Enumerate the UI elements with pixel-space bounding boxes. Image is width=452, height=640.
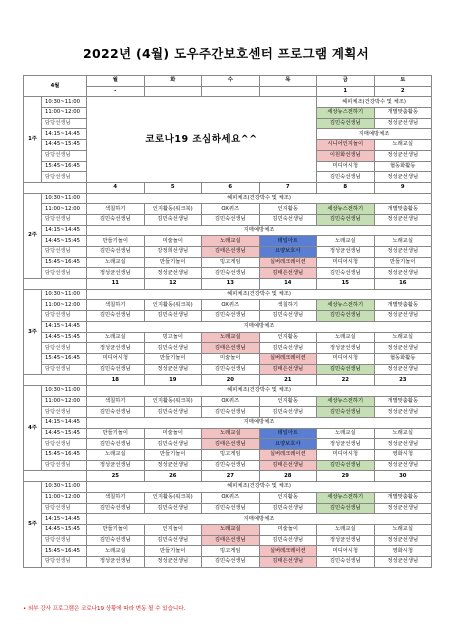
time-slot: 11:00~12:00 [42,108,87,119]
teacher-cell: 김민숙선생님 [202,268,260,279]
month-label: 4월 [24,76,87,97]
time-slot: 15:45~16:45 [42,353,87,364]
date-cell [202,86,260,97]
teacher-cell: 김태은선생님 [259,460,317,471]
activity-cell: 인지활동 [259,332,317,343]
schedule-row [24,514,432,525]
teacher-cell: 김민숙선생님 [317,556,375,567]
activity-cell: 색칠하기 [87,492,145,503]
date-cell: 13 [202,279,260,290]
teacher-cell: 김민숙선생님 [259,535,317,546]
day-header: 화 [144,76,202,87]
teacher-cell: 김민숙선생님 [144,535,202,546]
date-cell: 25 [87,471,145,482]
teacher-cell: 정성균선생님 [374,503,432,514]
schedule-row [24,482,432,493]
date-cell: 23 [374,375,432,386]
time-slot: 10:30~11:00 [42,193,87,204]
schedule-row [24,492,432,503]
teacher-cell: 김민숙선생님 [87,535,145,546]
activity-cell: OX퀴즈 [202,396,260,407]
date-cell: 9 [374,182,432,193]
teacher-cell: 김민숙선생님 [317,268,375,279]
activity-cell: 색칠하기 [87,396,145,407]
activity-cell: 노래교실 [374,524,432,535]
teacher-row-label: 담당선생님 [42,343,87,354]
teacher-row-label: 담당선생님 [42,311,87,322]
time-slot: 14:45~15:45 [42,524,87,535]
activity-cell: 만들기놀이 [87,428,145,439]
teacher-cell: 김민숙선생님 [87,364,145,375]
teacher-cell: 김민숙선생님 [202,364,260,375]
schedule-row [24,343,432,354]
schedule-row [24,289,432,300]
date-cell: 21 [259,375,317,386]
activity-cell: 노래교실 [202,236,260,247]
merged-activity: 헤피체조(건강박수 및 체조) [87,482,432,493]
teacher-cell: 김민숙선생님 [202,460,260,471]
activity-cell: 빙고놀이 [144,332,202,343]
activity-cell: 테일아트 [259,428,317,439]
teacher-cell: 김태은선생님 [259,364,317,375]
time-slot: 10:30~11:00 [42,97,87,108]
activity-cell: 미술놀이 [202,353,260,364]
teacher-cell: 정성균선생님 [374,343,432,354]
date-cell: 8 [317,182,375,193]
schedule-row [24,460,432,471]
schedule-row [24,396,432,407]
teacher-cell: 김민숙선생님 [259,311,317,322]
teacher-cell: 김민숙선생님 [202,407,260,418]
day-header: 금 [317,76,375,87]
date-cell: 18 [87,375,145,386]
teacher-cell: 김민숙선생님 [317,364,375,375]
activity-cell: 미디어시청 [87,353,145,364]
activity-cell: 노래교실 [202,332,260,343]
teacher-cell: 정성균선생님 [144,460,202,471]
teacher-cell: 정성균선생님 [87,343,145,354]
schedule-row [24,311,432,322]
teacher-cell: 요양보호사 [259,439,317,450]
schedule-row [24,407,432,418]
activity-cell: 개별맞춤활동 [374,492,432,503]
activity-cell: 미디어시청 [317,353,375,364]
activity-cell: 미술놀이 [144,428,202,439]
date-cell: 19 [144,375,202,386]
date-cell: 7 [259,182,317,193]
activity-cell: 인지활동(워크북) [144,492,202,503]
schedule-row [24,204,432,215]
merged-activity: 헤피체조(건강박수 및 체조) [87,385,432,396]
merged-activity: 지매예방체조 [87,514,432,525]
teacher-cell: 요양보호사 [259,247,317,258]
schedule-row [24,428,432,439]
teacher-row-label: 담당선생님 [42,460,87,471]
time-slot: 11:00~12:00 [42,204,87,215]
time-slot: 14:15~14:45 [42,225,87,236]
schedule-row [24,97,432,108]
schedule-row [24,332,432,343]
activity-cell: 미디어시청 [317,161,375,172]
schedule-row [24,268,432,279]
activity-cell: 색칠하기 [87,300,145,311]
teacher-cell: 김민숙선생님 [202,311,260,322]
teacher-cell: 김민숙선생님 [144,503,202,514]
teacher-cell: 정성균선생님 [317,439,375,450]
teacher-cell: 김민숙선생님 [259,503,317,514]
activity-cell: 빙고게임 [202,546,260,557]
teacher-cell: 김민숙선생님 [317,503,375,514]
time-slot: 10:30~11:00 [42,482,87,493]
date-row-spacer [24,182,87,193]
teacher-cell: 김태은선생님 [202,439,260,450]
teacher-cell: 정성균선생님 [374,311,432,322]
date-cell: 28 [259,471,317,482]
activity-cell: 노래교실 [87,332,145,343]
schedule-row [24,247,432,258]
date-cell [259,86,317,97]
teacher-cell: 김민숙선생님 [87,311,145,322]
teacher-cell: 정성균선생님 [87,460,145,471]
schedule-row [24,524,432,535]
teacher-row-label: 담당선생님 [42,247,87,258]
teacher-cell: 정성균선생님 [374,214,432,225]
date-cell: 16 [374,279,432,290]
activity-cell: 인지활동(워크북) [144,204,202,215]
merged-activity: 지매예방체조 [87,418,432,429]
teacher-cell: 이원화선생님 [317,150,375,161]
activity-cell: 노래교실 [317,428,375,439]
week-label: 3주 [24,289,42,375]
schedule-row [24,364,432,375]
date-cell: 14 [259,279,317,290]
date-cell: 4 [87,182,145,193]
merged-activity: 지매예방체조 [317,129,432,140]
date-cell: 29 [317,471,375,482]
schedule-row [24,321,432,332]
notice-message: 코로나19 조심하세요^^ [87,97,317,183]
time-slot: 15:45~16:45 [42,450,87,461]
teacher-cell: 정성균선생님 [144,556,202,567]
activity-cell: 세상뉴스전하기 [317,396,375,407]
activity-cell: OX퀴즈 [202,204,260,215]
teacher-row-label: 담당선생님 [42,407,87,418]
teacher-cell: 김민숙선생님 [144,343,202,354]
activity-cell: 세상뉴스전하기 [317,108,375,119]
day-header: 수 [202,76,260,87]
day-header: 토 [374,76,432,87]
teacher-cell: 정성균선생님 [374,172,432,183]
teacher-cell: 김민숙선생님 [317,118,375,129]
time-slot: 14:45~15:45 [42,428,87,439]
date-cell: 12 [144,279,202,290]
activity-cell: 만들기놀이 [374,257,432,268]
schedule-row [24,300,432,311]
time-slot: 14:15~14:45 [42,321,87,332]
time-slot: 14:45~15:45 [42,140,87,151]
activity-cell: 실버레크레이션 [259,546,317,557]
teacher-cell: 김민숙선생님 [202,503,260,514]
date-cell [144,86,202,97]
date-cell: 22 [317,375,375,386]
teacher-cell: 정성균선생님 [317,247,375,258]
week-label: 4주 [24,385,42,471]
schedule-row [24,418,432,429]
schedule-row [24,385,432,396]
activity-cell: 만들기놀이 [144,257,202,268]
teacher-cell: 정성균선생님 [374,535,432,546]
teacher-row-label: 담당선생님 [42,172,87,183]
teacher-cell: 김민숙선생님 [259,343,317,354]
activity-cell: 노래교실 [317,524,375,535]
teacher-row-label: 담당선생님 [42,118,87,129]
time-slot: 14:15~14:45 [42,418,87,429]
activity-cell: 인지활동 [259,492,317,503]
date-cell: 5 [144,182,202,193]
teacher-cell: 김민숙선생님 [202,214,260,225]
activity-cell: 미디어시청 [317,257,375,268]
activity-cell: 미술놀이 [144,236,202,247]
merged-activity: 헤피체조(건강박수 및 체조) [87,289,432,300]
schedule-row [24,503,432,514]
schedule-row [24,353,432,364]
activity-cell: 만들기놀이 [144,450,202,461]
activity-cell: 노래교실 [87,257,145,268]
activity-cell: 노래교실 [87,546,145,557]
date-cell: 11 [87,279,145,290]
activity-cell: 노래교실 [374,140,432,151]
activity-cell: 세상뉴스전하기 [317,204,375,215]
teacher-row-label: 담당선생님 [42,150,87,161]
date-row-spacer [24,279,87,290]
teacher-cell: 김태은선생님 [202,343,260,354]
teacher-cell: 정성균선생님 [374,364,432,375]
teacher-cell: 김민숙선생님 [259,214,317,225]
teacher-cell: 정성균선생님 [374,150,432,161]
date-cell: 20 [202,375,260,386]
time-slot: 14:15~14:45 [42,129,87,140]
activity-cell: 노래교실 [374,332,432,343]
activity-cell: 노래교실 [374,236,432,247]
date-cell: 30 [374,471,432,482]
teacher-cell: 김태은선생님 [259,556,317,567]
teacher-cell: 강정희선생님 [144,247,202,258]
schedule-row [24,236,432,247]
activity-cell: 만들기놀이 [144,353,202,364]
teacher-cell: 김민숙선생님 [144,214,202,225]
teacher-cell: 김민숙선생님 [87,407,145,418]
activity-cell: 인지활동 [259,204,317,215]
schedule-row [24,450,432,461]
activity-cell: 빙고게임 [202,257,260,268]
week-label: 5주 [24,482,42,568]
date-cell: - [87,86,145,97]
date-cell: 27 [202,471,260,482]
activity-cell: 시니어인지놀이 [317,140,375,151]
activity-cell: 인지활동 [259,396,317,407]
activity-cell: 테일아트 [259,236,317,247]
date-cell: 2 [374,86,432,97]
time-slot: 11:00~12:00 [42,492,87,503]
time-slot: 15:45~16:45 [42,257,87,268]
date-row-spacer [24,375,87,386]
teacher-cell: 김민숙선생님 [202,556,260,567]
schedule-row [24,225,432,236]
teacher-cell: 정성균선생님 [317,343,375,354]
time-slot: 14:45~15:45 [42,236,87,247]
teacher-row-label: 담당선생님 [42,556,87,567]
teacher-cell: 김민숙선생님 [87,439,145,450]
activity-cell: 영화시청 [374,546,432,557]
activity-cell: 영화시청 [374,450,432,461]
activity-cell: 개별맞춤활동 [374,300,432,311]
schedule-row [24,439,432,450]
footnote: • 외부 강사 프로그램은 코로나19 상황에 따라 변동 될 수 있습니다. [23,606,186,612]
activity-cell: OX퀴즈 [202,300,260,311]
activity-cell: 노래교실 [317,332,375,343]
teacher-row-label: 담당선생님 [42,503,87,514]
activity-cell: 미디어시청 [317,450,375,461]
schedule-row [24,214,432,225]
activity-cell: 실버레크레이션 [259,257,317,268]
time-slot: 11:00~12:00 [42,300,87,311]
week-label: 2주 [24,193,42,279]
activity-cell: 세상뉴스전하기 [317,300,375,311]
activity-cell: 미술놀이 [259,524,317,535]
activity-cell: 인지활동(워크북) [144,300,202,311]
page-title: 2022년 (4월) 도우주간보호센터 프로그램 계획서 [83,46,369,61]
teacher-cell: 김태은선생님 [202,535,260,546]
activity-cell: 색칠하기 [259,300,317,311]
activity-cell: 협동화활동 [374,161,432,172]
date-cell: 6 [202,182,260,193]
schedule-table [23,75,432,568]
teacher-cell: 정성균선생님 [144,268,202,279]
activity-cell: 노래교실 [374,428,432,439]
day-header: 목 [259,76,317,87]
teacher-cell: 김민숙선생님 [317,460,375,471]
time-slot: 14:45~15:45 [42,332,87,343]
teacher-row-label: 담당선생님 [42,214,87,225]
activity-cell: 만들기놀이 [87,524,145,535]
teacher-cell: 정성균선생님 [374,556,432,567]
activity-cell: 색칠하기 [87,204,145,215]
time-slot: 15:45~16:45 [42,161,87,172]
activity-cell: 실버레크레이션 [259,450,317,461]
activity-cell: 개별맞춤활동 [374,204,432,215]
activity-cell: 노래교실 [317,236,375,247]
teacher-cell: 김민숙선생님 [87,214,145,225]
teacher-cell: 김민숙선생님 [144,407,202,418]
activity-cell: 미디어시청 [317,546,375,557]
teacher-row-label: 담당선생님 [42,535,87,546]
date-cell: 15 [317,279,375,290]
time-slot: 11:00~12:00 [42,396,87,407]
teacher-cell: 정성균선생님 [374,118,432,129]
teacher-cell: 김태은선생님 [259,268,317,279]
time-slot: 10:30~11:00 [42,385,87,396]
schedule-row [24,193,432,204]
teacher-cell: 김민숙선생님 [87,503,145,514]
activity-cell: 노래교실 [202,428,260,439]
teacher-cell: 김민숙선생님 [144,439,202,450]
teacher-cell: 김민숙선생님 [317,311,375,322]
activity-cell: 인지놀이 [144,524,202,535]
date-cell: 26 [144,471,202,482]
activity-cell: 인지활동(워크북) [144,396,202,407]
activity-cell: 노래교실 [202,524,260,535]
teacher-cell: 정성균선생님 [374,439,432,450]
merged-activity: 헤피체조(건강박수 및 체조) [87,193,432,204]
teacher-cell: 김민숙선생님 [144,311,202,322]
activity-cell: 개별맞춤활동 [374,396,432,407]
activity-cell: 개별맞춤활동 [374,108,432,119]
merged-activity: 지매예방체조 [87,321,432,332]
activity-cell: 만들기놀이 [87,236,145,247]
teacher-cell: 정성균선생님 [374,407,432,418]
schedule-row [24,257,432,268]
time-slot: 14:15~14:45 [42,514,87,525]
activity-cell: 실버레크레이션 [259,353,317,364]
schedule-row [24,546,432,557]
activity-cell: 빙고게임 [202,450,260,461]
teacher-row-label: 담당선생님 [42,439,87,450]
teacher-cell: 김민숙선생님 [317,172,375,183]
activity-cell: 노래교실 [87,450,145,461]
teacher-cell: 김태은선생님 [202,247,260,258]
teacher-cell: 정성균선생님 [87,268,145,279]
teacher-cell: 김민숙선생님 [317,407,375,418]
time-slot: 15:45~16:45 [42,546,87,557]
teacher-row-label: 담당선생님 [42,364,87,375]
teacher-cell: 정성균선생님 [144,364,202,375]
merged-activity: 지매예방체조 [87,225,432,236]
merged-activity: 헤피체조(건강박수 및 체조) [317,97,432,108]
date-cell: 1 [317,86,375,97]
teacher-cell: 정성균선생님 [87,556,145,567]
date-row-spacer [24,471,87,482]
teacher-cell: 김민숙선생님 [87,247,145,258]
activity-cell: 세상뉴스전하기 [317,492,375,503]
week-label: 1주 [24,97,42,183]
time-slot: 10:30~11:00 [42,289,87,300]
teacher-cell: 정성균선생님 [374,460,432,471]
schedule-row [24,535,432,546]
teacher-cell: 김민숙선생님 [259,407,317,418]
teacher-cell: 김민숙선생님 [317,214,375,225]
activity-cell: OX퀴즈 [202,492,260,503]
activity-cell: 협동화활동 [374,353,432,364]
teacher-cell: 정성균선생님 [317,535,375,546]
teacher-cell: 정성균선생님 [374,268,432,279]
teacher-cell: 정성균선생님 [374,247,432,258]
activity-cell: 만들기놀이 [144,546,202,557]
teacher-row-label: 담당선생님 [42,268,87,279]
schedule-row [24,556,432,567]
day-header: 월 [87,76,145,87]
